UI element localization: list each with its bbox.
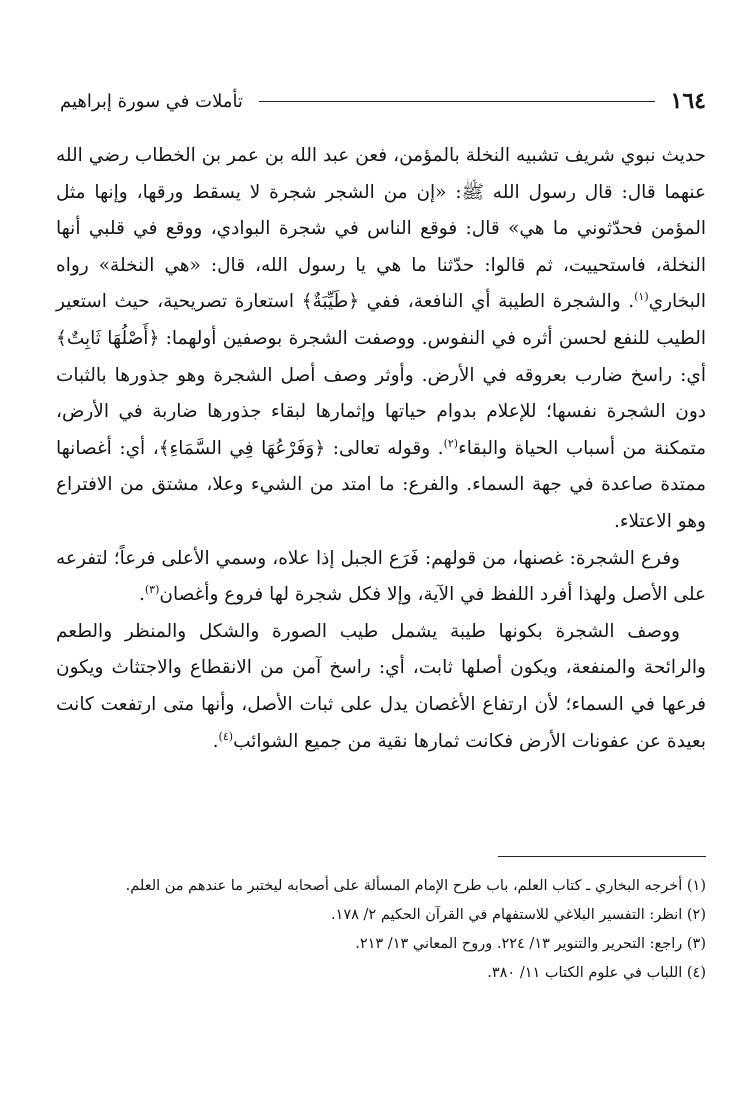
footnote-ref: (١) <box>634 290 649 304</box>
paragraph-text: . <box>138 584 145 606</box>
paragraph-text: ووصف الشجرة بكونها طيبة يشمل طيب الصورة والشكل والمنظر والطعم والرائحة والمنفعة، ويكون أصلها ثابت، أي: راسخ آمن من الانقطاع والاجتثاث ويكون فرعها في السماء؛ لأن ارتفاع الأغصان يدل على ثبات الأصل، وأنها متى ارتفعت كانت بعيدة عن عفونات الأرض فكانت ثمارها نقية من جميع الشوائب <box>56 620 706 752</box>
footnotes <box>56 872 706 988</box>
footnote-ref: (٣) <box>144 582 160 596</box>
page-number: ١٦٤ <box>670 88 706 114</box>
paragraph-text: حديث نبوي شريف تشبيه النخلة بالمؤمن، فعن عبد الله بن عمر بن الخطاب رضي الله عنهما قال: قال رسول الله ﷺ: «إن من الشجر شجرة لا يسقط ورقها، وإنها مثل المؤمن فحدّثوني ما هي» قال: فوقع الناس في شجرة البوادي، ووقع في قلبي أنها النخلة، فاستحييت، ثم قالوا: حدّثنا ما هي يا رسول الله، قال: «هي النخلة» رواه البخاري <box>56 145 706 313</box>
paragraph-text: . <box>212 730 219 752</box>
body-text <box>56 138 706 760</box>
footnote: (٣) راجع: التحرير والتنوير ١٣/ ٢٢٤. وروح المعاني ١٣/ ٢١٣. <box>355 936 706 952</box>
footnote-ref: (٤) <box>218 729 234 743</box>
paragraph-text: وفرع الشجرة: غصنها، من قولهم: فَرَع الجبل إذا علاه، وسمي الأعلى فرعاً؛ لتفرعه على الأصل ولهذا أفرد اللفظ في الآية، وإلا فكل شجرة لها فروع وأغصان <box>56 547 706 606</box>
page-header <box>60 86 706 116</box>
paragraph <box>56 614 706 760</box>
footnote: (٢) انظر: التفسير البلاغي للاستفهام في القرآن الحكيم ٢/ ١٧٨. <box>330 907 706 923</box>
header-rule <box>259 101 655 102</box>
paragraph <box>56 138 706 541</box>
footnote-ref: (٢) <box>443 436 459 450</box>
footnote: (١) أخرجه البخاري ـ كتاب العلم، باب طرح الإمام المسألة على أصحابه ليختبر ما عندهم من العلم. <box>125 878 706 894</box>
footnote-separator <box>498 856 706 857</box>
paragraph-text: . وقوله تعالى: ﴿وَفَرْعُهَا فِي السَّمَاءِ﴾، أي: أغصانها ممتدة صاعدة في جهة السماء. والفرع: ما امتد من الشيء وعلا، مشتق من الافتراع وهو الاعتلاء. <box>56 437 706 532</box>
footnote: (٤) اللباب في علوم الكتاب ١١/ ٣٨٠. <box>487 965 706 981</box>
running-title: تأملات في سورة إبراهيم <box>60 90 243 112</box>
paragraph-text: . والشجرة الطيبة أي النافعة، ففي ﴿طَيِّبَةٌ﴾ استعارة تصريحية، حيث استعير الطيب للنفع لحسن أثره في النفوس. ووصفت الشجرة بوصفين أولهما: ﴿أَصْلُهَا ثَابِتٌ﴾ أي: راسخ ضارب بعروقه في الأرض. وأوثر وصف أصل الشجرة وهو جذورها بالثبات دون الشجرة نفسها؛ للإعلام بدوام حياتها وإثمارها لبقاء جذورها ضاربة في الأرض، متمكنة من أسباب الحياة والبقاء <box>56 291 706 459</box>
paragraph <box>56 541 706 614</box>
